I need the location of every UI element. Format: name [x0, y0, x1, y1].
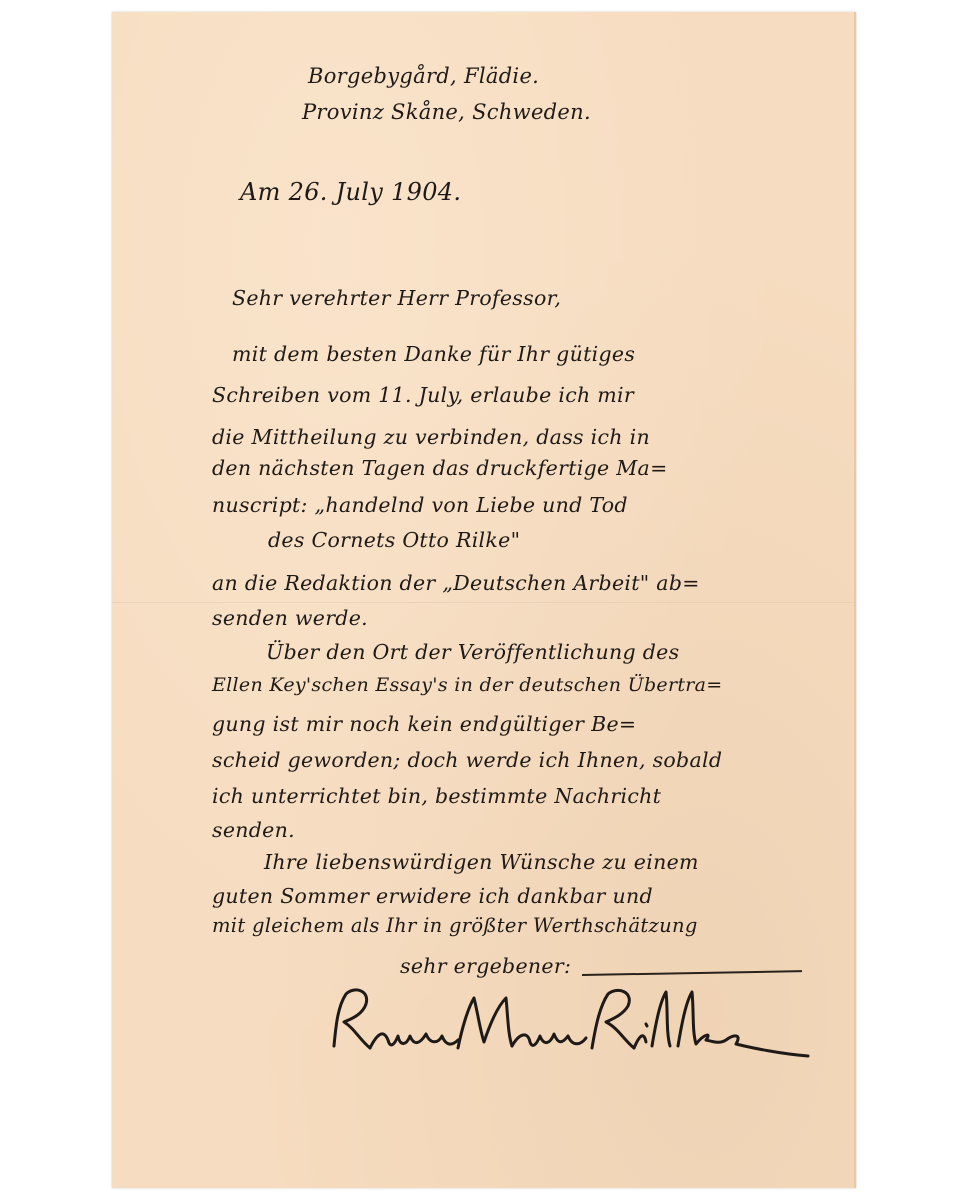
paper-fold	[112, 602, 854, 604]
body-line: ich unterrichtet bin, bestimmte Nachricht	[212, 784, 662, 808]
address-line-2: Provinz Skåne, Schweden.	[302, 100, 591, 124]
body-line: Schreiben vom 11. July, erlaube ich mir	[212, 383, 634, 407]
body-line: die Mittheilung zu verbinden, dass ich in	[212, 425, 650, 449]
closing-underline	[582, 970, 802, 976]
body-line: mit dem besten Danke für Ihr gütiges	[232, 342, 636, 366]
body-line: senden werde.	[212, 606, 368, 630]
address-line-1: Borgebygård, Flädie.	[308, 64, 540, 88]
body-line: Über den Ort der Veröffentlichung des	[266, 640, 680, 664]
body-line: den nächsten Tagen das druckfertige Ma=	[212, 456, 668, 480]
body-line: Ellen Key'schen Essay's in der deutschen Übertra=	[212, 674, 723, 696]
body-line: mit gleichem als Ihr in größter Werthschätzung	[212, 914, 698, 937]
signature-image	[322, 984, 812, 1064]
body-line: gung ist mir noch kein endgültiger Be=	[212, 712, 637, 736]
body-line: nuscript: „handelnd von Liebe und Tod	[212, 493, 628, 517]
letter-paper	[112, 12, 856, 1188]
body-line: guten Sommer erwidere ich dankbar und	[212, 884, 653, 908]
body-line: senden.	[212, 818, 295, 842]
body-line: an die Redaktion der „Deutschen Arbeit" ab=	[212, 571, 700, 595]
body-line: Ihre liebenswürdigen Wünsche zu einem	[264, 850, 699, 874]
closing: sehr ergebener:	[400, 954, 572, 978]
letter-date: Am 26. July 1904.	[240, 178, 462, 206]
body-line: scheid geworden; doch werde ich Ihnen, sobald	[212, 748, 723, 772]
salutation: Sehr verehrter Herr Professor,	[232, 286, 562, 310]
body-line: des Cornets Otto Rilke"	[268, 528, 521, 552]
